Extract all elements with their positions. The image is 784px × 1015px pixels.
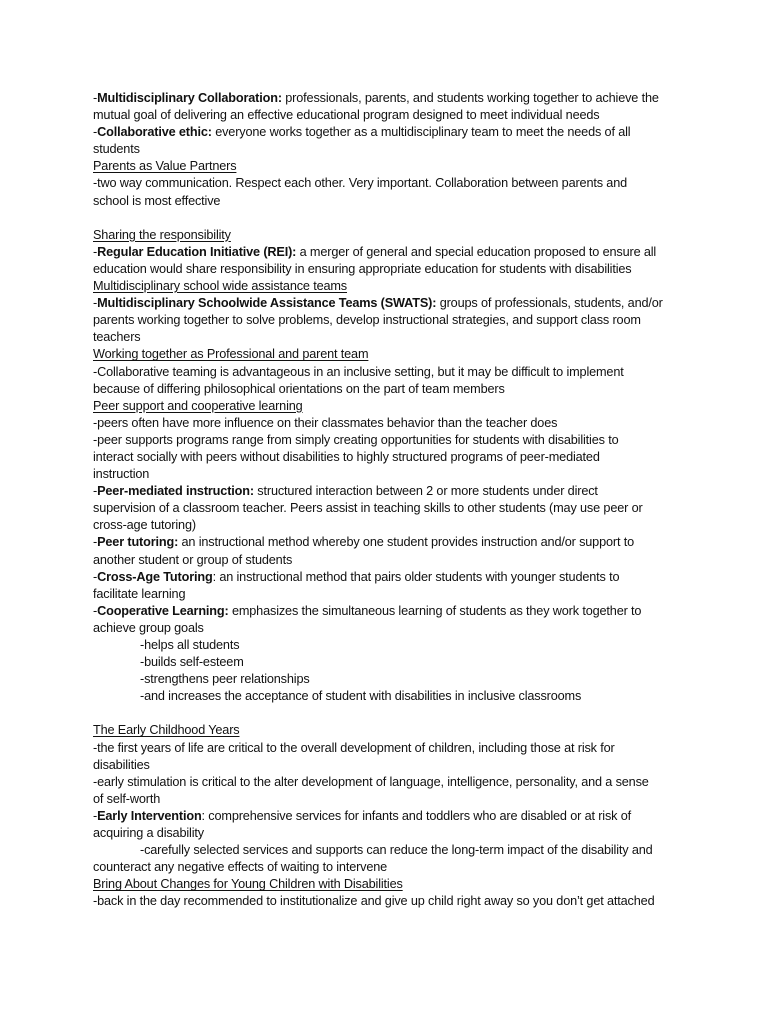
text-line [93, 825, 693, 842]
text-line [93, 620, 693, 637]
line-text: -the first years of life are critical to the overall development of children, including those at risk for [93, 740, 615, 755]
term: Peer-mediated instruction: [97, 484, 254, 499]
line-text: mutual goal of delivering an effective educational program designed to meet individual needs [93, 108, 600, 123]
text-line [93, 107, 693, 124]
text-line [93, 175, 693, 192]
text-line [93, 774, 693, 791]
term: Multidisciplinary Schoolwide Assistance Teams (SWATS): [97, 296, 437, 311]
line-text: structured interaction between 2 or more students under direct [253, 484, 598, 499]
line-text: -helps all students [140, 638, 240, 652]
heading-text: Working together as Professional and parent team [93, 347, 369, 362]
line-text: parents working together to solve problems, develop instructional strategies, and support class room [93, 313, 641, 328]
line-text: school is most effective [93, 193, 221, 208]
heading-text: The Early Childhood Years [93, 723, 240, 738]
text-line [93, 842, 693, 859]
term: Peer tutoring: [97, 535, 179, 550]
line-text: -early stimulation is critical to the alter development of language, intelligence, personality, and a sense [93, 774, 649, 789]
text-line: -Multidisciplinary Schoolwide Assistance Teams (SWATS): groups of professionals, students, and/or [93, 296, 663, 311]
line-text: of self-worth [93, 791, 161, 806]
heading-text: Parents as Value Partners [93, 159, 237, 174]
section-heading [93, 722, 693, 739]
line-text: achieve group goals [93, 620, 204, 635]
text-line [93, 757, 693, 774]
text-line [93, 654, 693, 671]
text-line [93, 466, 693, 483]
line-text: -peers often have more influence on their classmates behavior than the teacher does [93, 415, 558, 430]
line-text: interact socially with peers without disabilities to highly structured programs of peer-mediated [93, 449, 600, 464]
line-text: -strengthens peer relationships [140, 672, 310, 687]
section-heading [93, 227, 693, 244]
text-line [93, 432, 693, 449]
line-text: students [93, 142, 140, 157]
line-text: instruction [93, 467, 150, 482]
text-line [93, 364, 693, 381]
line-text: -carefully selected services and supports can reduce the long-term impact of the disability and [140, 843, 653, 858]
text-line: -Early Intervention: comprehensive services for infants and toddlers who are disabled or at risk of [93, 808, 632, 823]
line-text: an instructional method whereby one student provides instruction and/or support to [178, 535, 635, 550]
line-text: -builds self-esteem [140, 655, 244, 670]
text-line [93, 312, 693, 329]
text-line [93, 500, 693, 517]
line-text: disabilities [93, 757, 150, 772]
line-text: -Collaborative teaming is advantageous in an inclusive setting, but it may be difficult to implement [93, 364, 624, 379]
line-text: counteract any negative effects of waiting to intervene [93, 860, 388, 875]
text-line [93, 193, 693, 210]
line-text: facilitate learning [93, 586, 186, 601]
text-line: -Cooperative Learning: emphasizes the simultaneous learning of students as they work together to [93, 603, 642, 618]
line-text: -two way communication. Respect each other. Very important. Collaboration between parents and [93, 176, 628, 191]
text-line: -Peer tutoring: an instructional method whereby one student provides instruction and/or support to [93, 535, 635, 550]
text-line: -Collaborative ethic: everyone works together as a multidisciplinary team to meet the needs of all [93, 125, 631, 140]
line-text: education would share responsibility in ensuring appropriate education for students with disabilities [93, 261, 632, 276]
line-text: because of differing philosophical orientations on the part of team members [93, 381, 505, 396]
heading-text: Sharing the responsibility [93, 227, 231, 242]
section-heading [93, 158, 693, 175]
term: Multidisciplinary Collaboration: [97, 91, 282, 105]
text-line [93, 141, 693, 158]
text-line [93, 517, 693, 534]
line-text: -peer supports programs range from simply creating opportunities for students with disabilities to [93, 432, 619, 447]
line-text: : an instructional method that pairs older students with younger students to [212, 569, 620, 584]
text-line [93, 740, 693, 757]
line-text: another student or group of students [93, 552, 293, 567]
heading-text: Multidisciplinary school wide assistance teams [93, 279, 348, 294]
text-line: -Regular Education Initiative (REI): a merger of general and special education proposed to ensure all [93, 244, 657, 259]
text-line [93, 552, 693, 569]
text-line: -Cross-Age Tutoring: an instructional method that pairs older students with younger students to [93, 569, 620, 584]
text-line [93, 671, 693, 688]
term: Cross-Age Tutoring [97, 569, 213, 584]
text-line [93, 893, 693, 910]
line-text: groups of professionals, students, and/or [436, 296, 663, 311]
document-page [93, 90, 693, 911]
term: Regular Education Initiative (REI): [97, 244, 297, 259]
term: Early Intervention [97, 808, 202, 823]
line-text: emphasizes the simultaneous learning of students as they work together to [228, 603, 642, 618]
line-text: teachers [93, 330, 141, 345]
section-heading [93, 346, 693, 363]
line-text: everyone works together as a multidisciplinary team to meet the needs of all [211, 125, 631, 140]
text-line [93, 637, 693, 654]
line-text: cross-age tutoring) [93, 518, 196, 533]
text-line [93, 415, 693, 432]
section-heading [93, 278, 693, 295]
line-text: -back in the day recommended to institutionalize and give up child right away so you don’t get attached [93, 894, 655, 909]
blank-line [93, 705, 693, 722]
text-line [93, 261, 693, 278]
line-text: : comprehensive services for infants and toddlers who are disabled or at risk of [201, 808, 632, 823]
line-text: professionals, parents, and students working together to achieve the [281, 91, 659, 105]
text-line [93, 329, 693, 346]
text-line: -Multidisciplinary Collaboration: professionals, parents, and students working together to achieve the [93, 91, 659, 105]
line-text: acquiring a disability [93, 826, 204, 841]
term: Cooperative Learning: [97, 603, 229, 618]
blank-line [93, 210, 693, 227]
text-line: -Peer-mediated instruction: structured interaction between 2 or more students under direct [93, 484, 598, 499]
text-line [93, 688, 693, 705]
text-line [93, 791, 693, 808]
section-heading [93, 876, 693, 893]
line-text: a merger of general and special education proposed to ensure all [296, 244, 657, 259]
term: Collaborative ethic: [97, 125, 212, 140]
text-line [93, 859, 693, 876]
heading-text: Peer support and cooperative learning [93, 398, 303, 413]
text-line [93, 586, 693, 603]
text-line [93, 381, 693, 398]
text-line [93, 449, 693, 466]
heading-text: Bring About Changes for Young Children with Disabilities [93, 877, 403, 892]
line-text: supervision of a classroom teacher. Peers assist in teaching skills to other students (may use peer or [93, 501, 643, 516]
line-text: -and increases the acceptance of student with disabilities in inclusive classrooms [140, 689, 582, 704]
section-heading [93, 398, 693, 415]
